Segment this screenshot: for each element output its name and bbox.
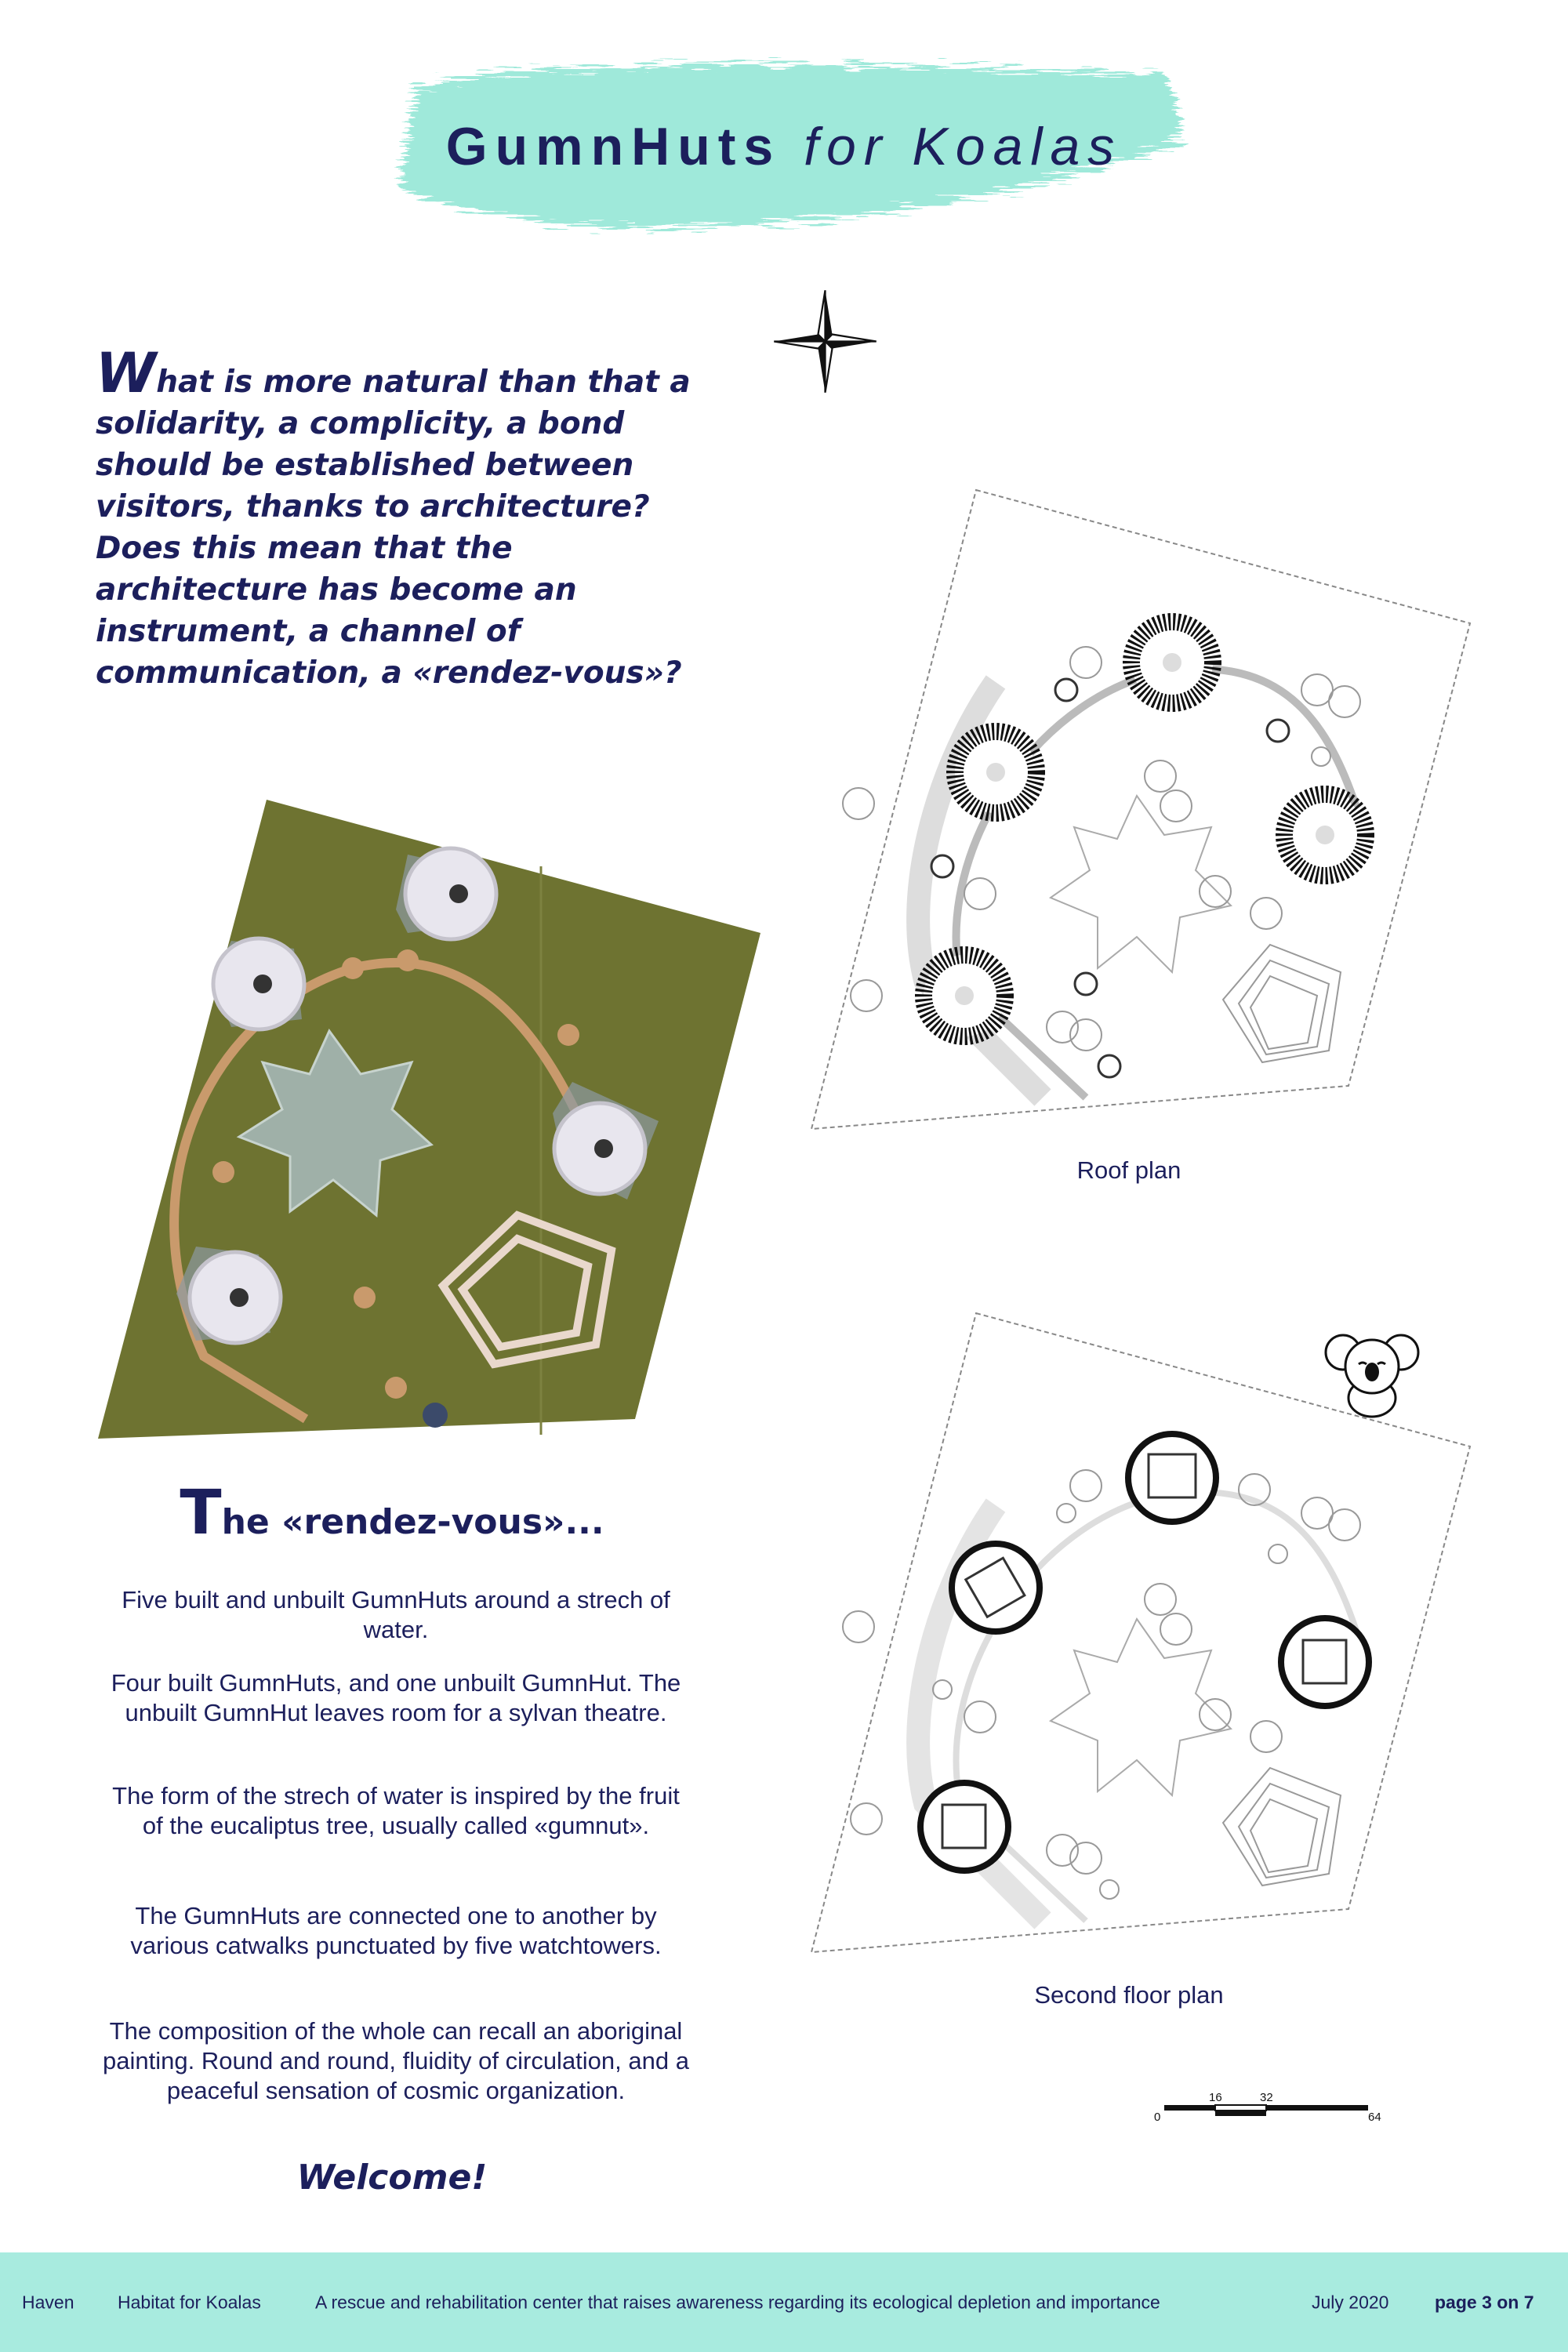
intro-dropcap: W	[96, 341, 157, 405]
scale-bar	[1145, 2089, 1396, 2129]
footer-subtitle: Habitat for Koalas	[118, 2292, 261, 2312]
title-light: for Koalas	[804, 117, 1123, 176]
page-title	[0, 116, 1568, 177]
roof-plan-caption: Roof plan	[1076, 1156, 1181, 1184]
footer-description: A rescue and rehabilitation center that raises awareness regarding its ecological depletion and importance	[315, 2292, 1160, 2312]
footer-project: Haven	[22, 2292, 74, 2312]
page-footer	[0, 2252, 1568, 2352]
intro-quote	[96, 341, 723, 694]
second-floor-plan-drawing	[808, 1301, 1513, 1976]
welcome-text: Welcome!	[296, 2158, 488, 2198]
scale-label: 32	[1260, 2091, 1273, 2104]
roof-plan-drawing	[808, 478, 1513, 1152]
intro-text: hat is more natural than that a solidarity, a complicity, a bond should be established between visitors, thanks to architecture? Does this mean that the architecture has become an instrument, a channel of communication, a «rendez-vous»?	[96, 365, 691, 691]
section-heading	[0, 1478, 784, 1548]
scale-label: 64	[1368, 2111, 1381, 2124]
section-paragraph: The form of the strech of water is inspired by the fruit of the eucaliptus tree, usually called «gumnut».	[112, 1782, 680, 1839]
section-paragraph: Five built and unbuilt GumnHuts around a strech of water.	[122, 1586, 670, 1643]
site-aerial-render	[94, 792, 776, 1443]
footer-date: July 2020	[1312, 2292, 1389, 2312]
section-paragraph: The composition of the whole can recall an aboriginal painting. Round and round, fluidity of circulation, and a peaceful sensation of cosmic organization.	[103, 2017, 689, 2104]
section-dropcap: T	[180, 1478, 222, 1548]
footer-page-number: page 3 on 7	[1435, 2292, 1534, 2312]
compass-star-icon	[772, 289, 878, 394]
title-bold: GumnHuts	[445, 117, 782, 176]
section-heading-text: he «rendez-vous»...	[221, 1502, 604, 1542]
section-paragraph: The GumnHuts are connected one to another by various catwalks punctuated by five watchtowers.	[130, 1902, 662, 1959]
section-paragraph: Four built GumnHuts, and one unbuilt GumnHut. The unbuilt GumnHut leaves room for a sylvan theatre.	[111, 1669, 681, 1726]
scale-label: 0	[1154, 2111, 1161, 2124]
second-floor-plan-caption: Second floor plan	[1034, 1981, 1224, 2009]
scale-label: 16	[1209, 2091, 1222, 2104]
